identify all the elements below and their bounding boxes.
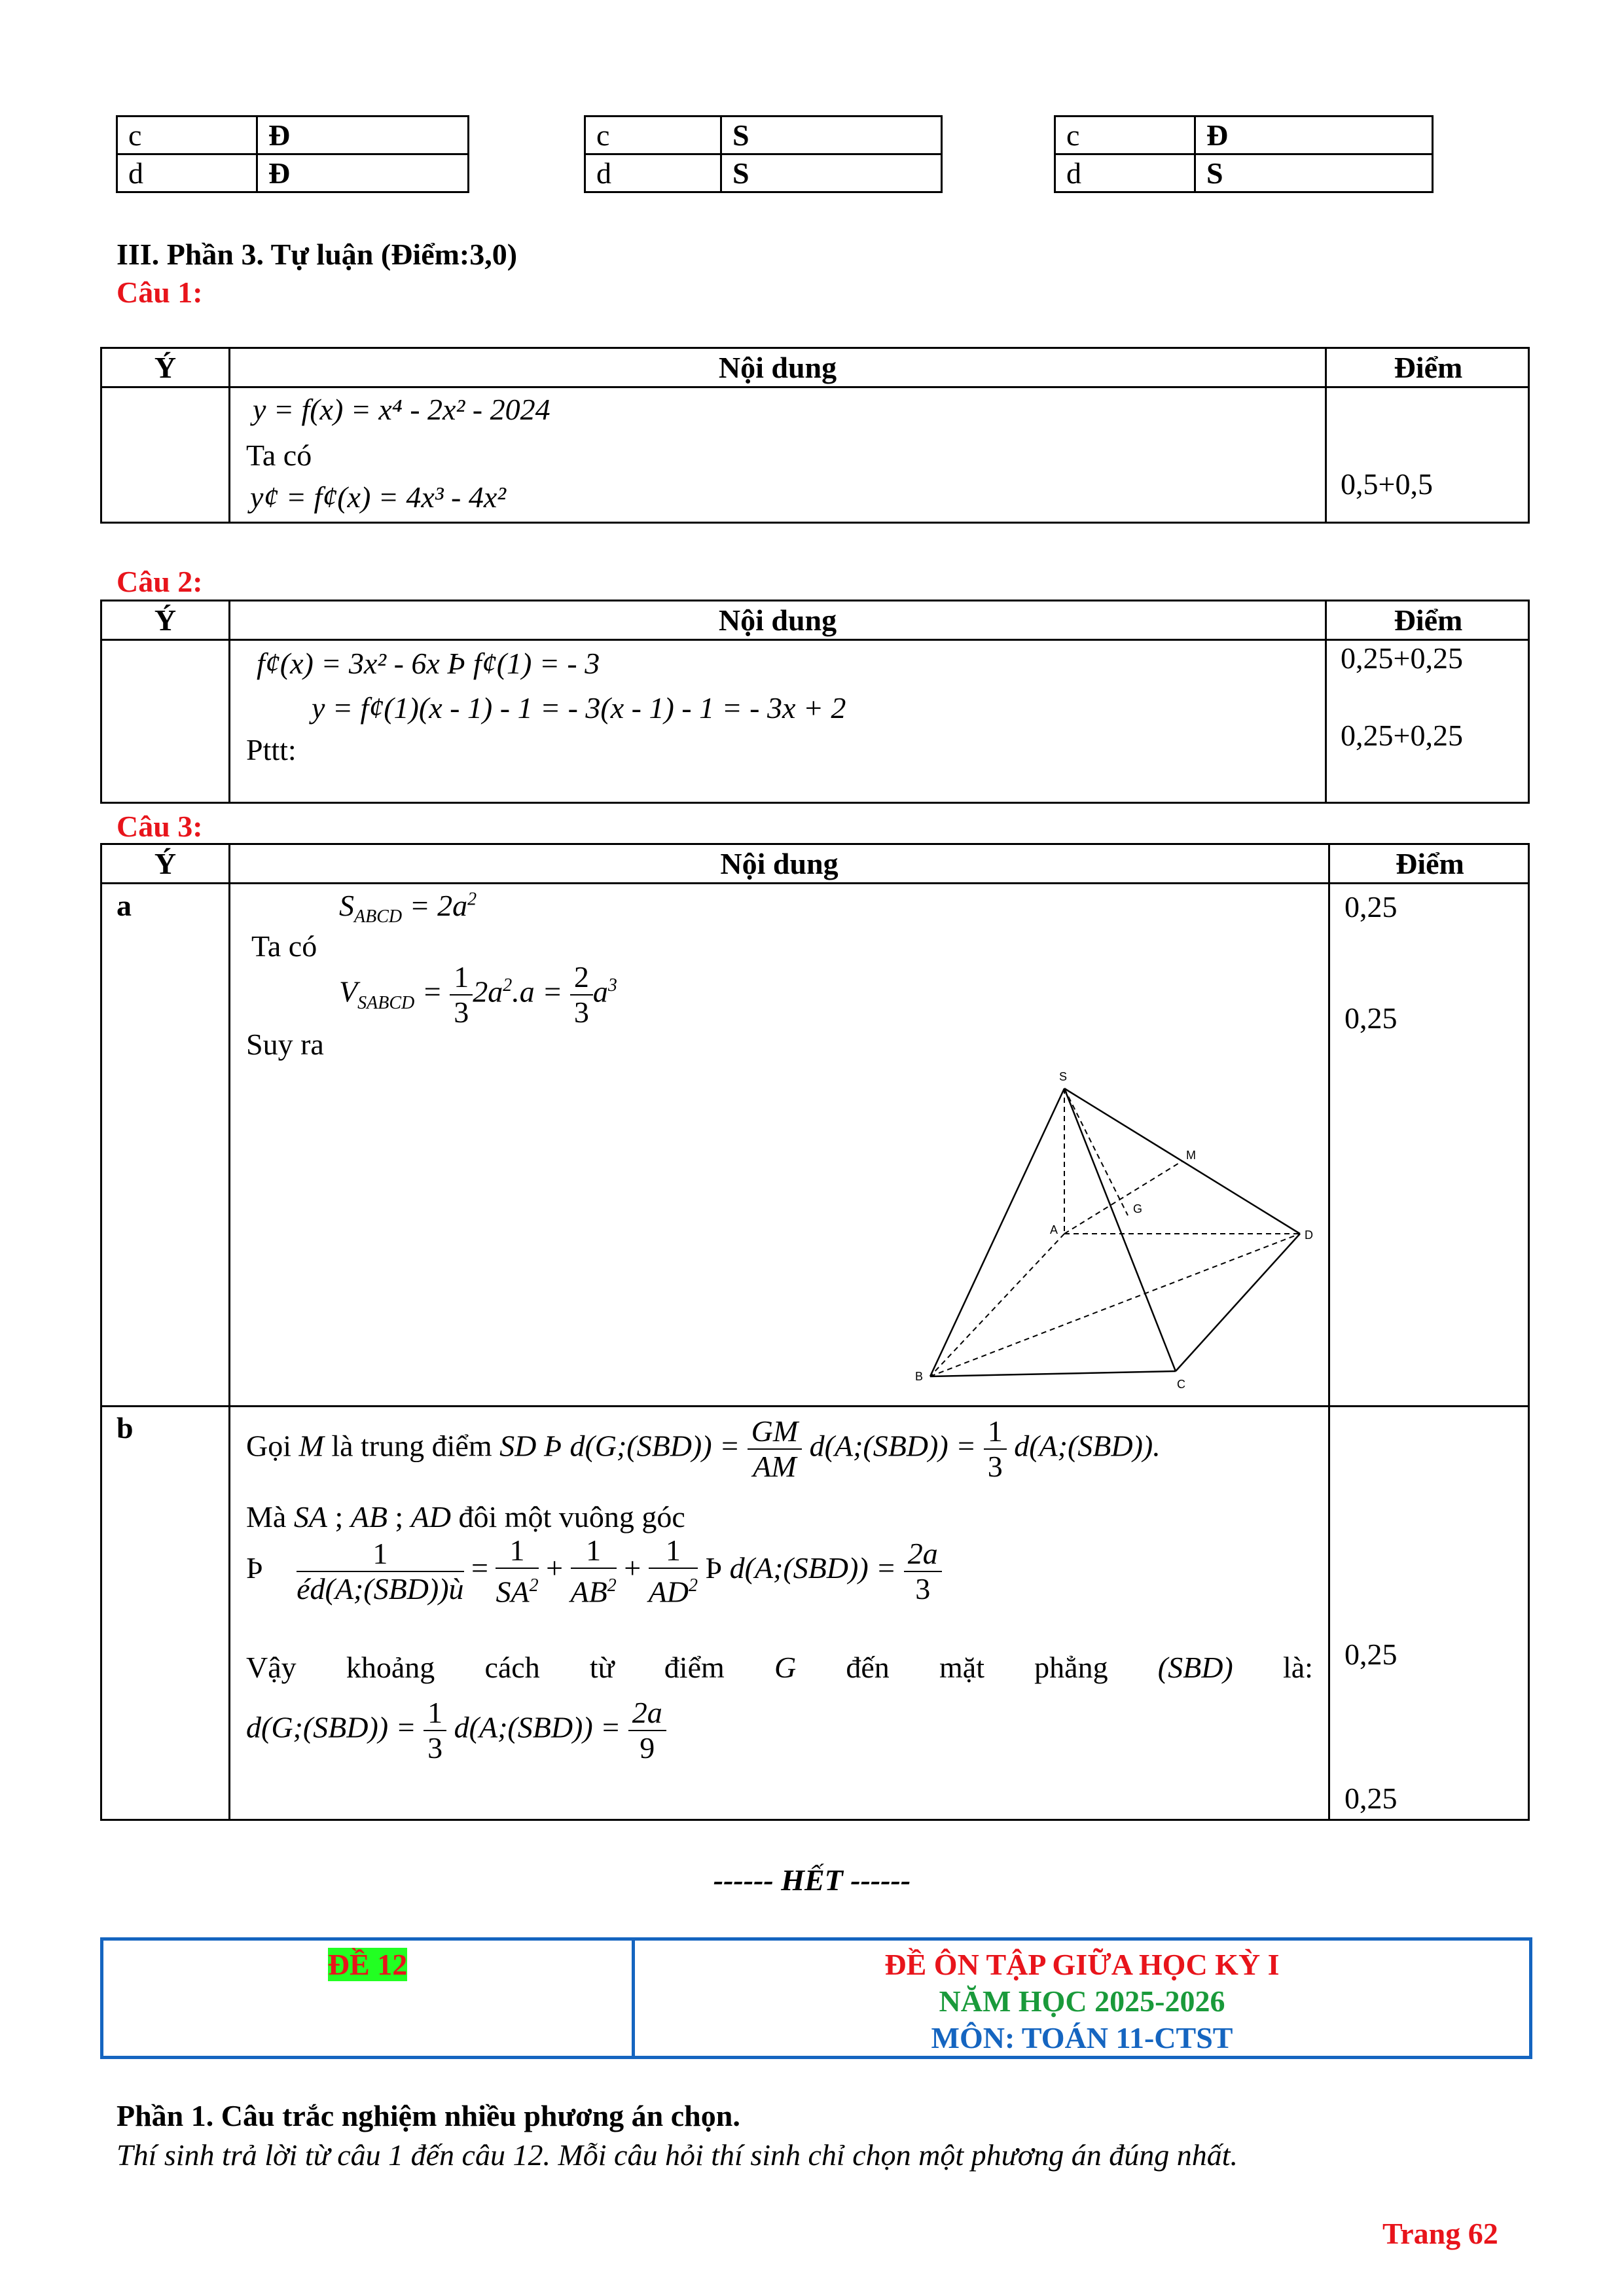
part1-title: Phần 1. Câu trắc nghiệm nhiều phương án chọn.: [117, 2099, 740, 2132]
cau1-function: y = f(x) = x⁴ - 2x² - 2024: [253, 393, 550, 426]
cau3-a-area: $S_{ABCD} = 2a^2$: [339, 889, 477, 927]
part1-instruction: Thí sinh trả lời từ câu 1 đến câu 12. Mỗi câu hỏi thí sinh chỉ chọn một phương án đúng nhất.: [117, 2138, 1238, 2172]
header-score: Điểm: [1394, 351, 1463, 384]
exam-title: ĐỀ ÔN TẬP GIỮA HỌC KỲ I: [884, 1948, 1280, 1981]
header-y: Ý: [154, 603, 177, 637]
cau3-b-line4: Vậy khoảng cách từ điểm G đến mặt phẳng (SBD) là:: [246, 1651, 1313, 1684]
cau1-taco: Ta có: [246, 439, 312, 472]
tf-letter: d: [117, 154, 257, 192]
cau2-table: [100, 600, 1530, 804]
label-B: B: [915, 1370, 924, 1383]
tf-value: S: [721, 154, 942, 192]
cau2-score-2: 0,25+0,25: [1341, 719, 1463, 752]
cau1-derivative: y¢ = f¢(x) = 4x³ - 4x²: [250, 480, 507, 514]
cau2-tangent: y = f¢(1)(x - 1) - 1 = - 3(x - 1) - 1 = - 3x + 2: [312, 691, 846, 725]
cau3-b-line1: Gọi M là trung điểm SD Þ d(G;(SBD)) = $\frac{GM}{AM}$ d(A;(SBD)) = $\frac{1}{3}$ d(A;(SBD)).: [246, 1414, 1161, 1483]
label-S: S: [1059, 1070, 1068, 1083]
edge-BD: [930, 1234, 1300, 1376]
truefalse-table-2: [584, 115, 943, 193]
cau3-a-score-2: 0,25: [1344, 1001, 1398, 1035]
cau3-b-score-1: 0,25: [1344, 1638, 1398, 1671]
tf-letter: d: [585, 154, 721, 192]
edge-SC: [1064, 1088, 1176, 1371]
edge-CD: [1176, 1234, 1300, 1371]
cau3-b-score-2: 0,25: [1344, 1782, 1398, 1815]
tf-value: S: [721, 117, 942, 154]
end-marker: ------ HẾT ------: [713, 1863, 911, 1897]
label-G: G: [1133, 1202, 1143, 1215]
header-score: Điểm: [1396, 847, 1464, 880]
label-D: D: [1305, 1229, 1313, 1242]
tf-value: Đ: [257, 154, 469, 192]
label-C: C: [1177, 1378, 1185, 1391]
tf-value: Đ: [257, 117, 469, 154]
cau2-score-1: 0,25+0,25: [1341, 641, 1463, 675]
exam-subject: MÔN: TOÁN 11-CTST: [931, 2021, 1233, 2054]
tf-letter: c: [1055, 117, 1195, 154]
exam-header-box: [100, 1937, 1532, 2059]
cau3-b-line3: Þ $\frac{1}{\text{éd(A;(SBD))ù}}$ = $\frac{1}{SA^2}$ + $\frac{1}{AB^2}$ + $\frac{1}{AD^2}$ Þ d(A;(SBD)) = $\frac{2a}{3}$: [246, 1534, 942, 1609]
header-content: Nội dung: [718, 351, 837, 384]
tf-letter: d: [1055, 154, 1195, 192]
cau2-label: Câu 2:: [117, 565, 203, 598]
truefalse-table-1: [116, 115, 469, 193]
exam-code: ĐỀ 12: [327, 1948, 408, 1981]
label-A: A: [1050, 1223, 1058, 1236]
cau3-b-label: b: [117, 1411, 134, 1444]
cau3-b-line5: d(G;(SBD)) = $\frac{1}{3}$ d(A;(SBD)) = $\frac{2a}{9}$: [246, 1696, 666, 1765]
header-score: Điểm: [1394, 603, 1463, 637]
cau3-b-line2: Mà SA ; AB ; AD đôi một vuông góc: [246, 1500, 685, 1534]
cau3-a-volume: $V_{SABCD}$ = $\frac{1}{3}$ $2a^2.a$ = $\frac{2}{3}$ $a^3$: [339, 960, 617, 1029]
cau2-derivative: f¢(x) = 3x² - 6x Þ f¢(1) = - 3: [257, 647, 600, 680]
header-y: Ý: [154, 847, 177, 880]
cau3-a-score-1: 0,25: [1344, 890, 1398, 924]
pyramid-figure: [907, 1067, 1320, 1395]
tf-value: S: [1195, 154, 1433, 192]
cau3-a-suyra: Suy ra: [246, 1028, 324, 1061]
cau1-table: [100, 347, 1530, 524]
exam-code-cell: [103, 1947, 632, 1982]
edge-AM: [1064, 1161, 1182, 1234]
tf-letter: c: [117, 117, 257, 154]
header-y: Ý: [154, 351, 177, 384]
cau1-label: Câu 1:: [117, 276, 203, 309]
cau3-table: [100, 843, 1530, 1821]
cau3-a-taco: Ta có: [251, 929, 317, 963]
page-number: Trang 62: [1382, 2217, 1498, 2250]
edge-SB: [930, 1088, 1064, 1376]
truefalse-table-3: [1054, 115, 1434, 193]
part3-title: III. Phần 3. Tự luận (Điểm:3,0): [117, 238, 518, 271]
cau3-a-label: a: [117, 889, 132, 922]
header-content: Nội dung: [718, 603, 837, 637]
cau2-pttt: Pttt:: [246, 733, 297, 766]
cau1-score: 0,5+0,5: [1341, 467, 1433, 501]
edge-AB: [930, 1234, 1064, 1376]
header-content: Nội dung: [720, 847, 839, 880]
cau3-label: Câu 3:: [117, 810, 203, 843]
edge-BC: [930, 1371, 1176, 1376]
exam-year: NĂM HỌC 2025-2026: [939, 1984, 1225, 2018]
label-M: M: [1186, 1149, 1196, 1162]
tf-letter: c: [585, 117, 721, 154]
tf-value: Đ: [1195, 117, 1433, 154]
